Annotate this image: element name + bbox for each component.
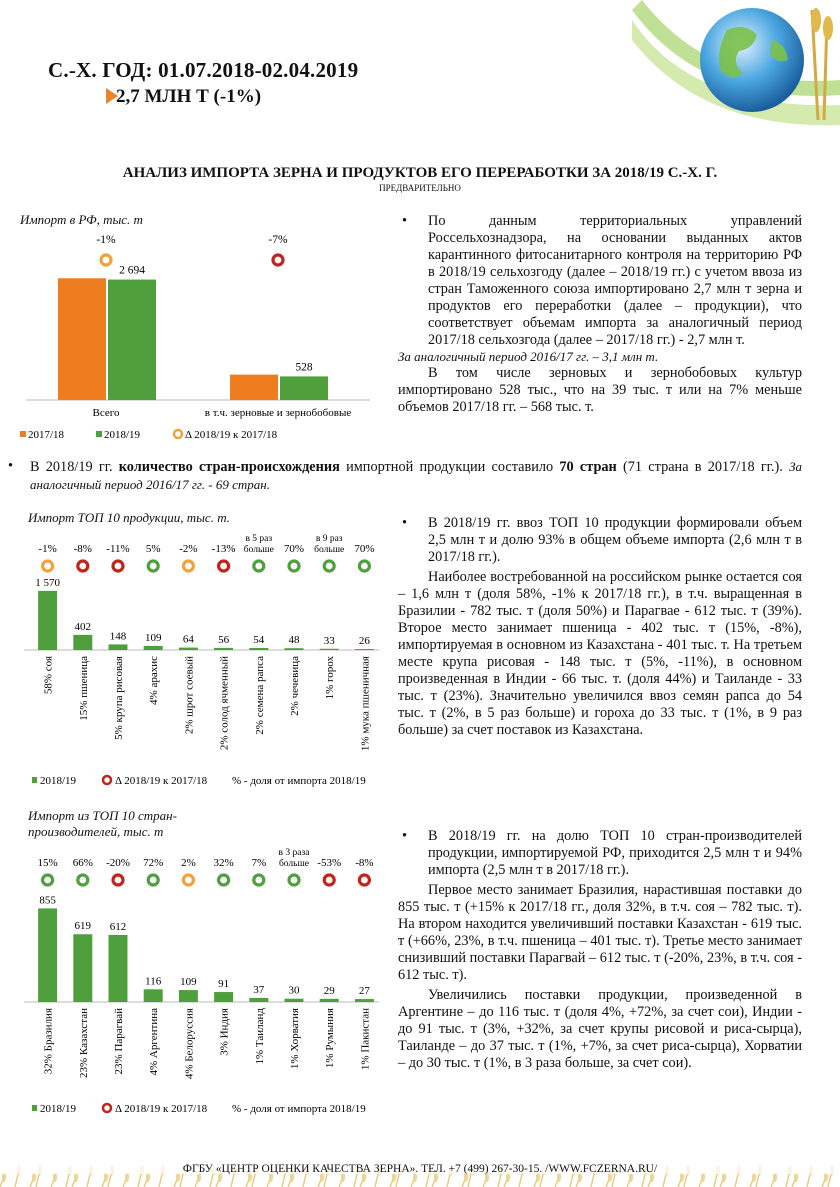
chart3-bar — [179, 990, 198, 1002]
chart2-delta-marker — [78, 561, 88, 571]
paragraph-1: • По данным территориальных управлений Россельхознадзора, на основании выданных актов карантинного фитосанитарного контроля на территорию РФ в 2018/19 сельхозгоду (далее – 2018/19 гг.) с учетом ввоза из стран Таможенного союза импортировано 2,7 млн т зерна и продуктов его переработки (далее – продукции), что соответствует объемам импорта за аналогичный период 2017/18 сельхозгода (далее – 2017/18 гг.) - 2,7 млн т. — [398, 213, 802, 349]
chart3-delta-marker — [43, 875, 53, 885]
chart3-category-label: 1% Хорватия — [289, 1008, 301, 1070]
chart3-delta-label: -53% — [317, 857, 342, 869]
chart2-delta-label: больше — [243, 545, 274, 555]
chart3-legend-label: 2018/19 — [40, 1103, 77, 1115]
chart1-title: Импорт в РФ, тыс. т — [20, 212, 143, 227]
chart3-delta-label: -8% — [355, 857, 374, 869]
chart3-category-label: 4% Белоруссия — [183, 1008, 196, 1080]
chart1-bar-2017 — [230, 375, 278, 400]
chart2-delta-label: 5% — [145, 543, 161, 555]
chart2-bar — [249, 648, 268, 650]
chart3-category-label: 3% Индия — [218, 1008, 231, 1056]
chart2-data-label: 33 — [323, 634, 335, 647]
paragraph-3: • В 2018/19 гг. количество стран-происхождения импортной продукции составило 70 стран (71 страна в 2017/18 гг.). За аналогичный период 2016/17 гг. - 69 стран. — [8, 458, 802, 492]
chart2-category-label: 1% мука пшеничная — [359, 656, 372, 752]
paragraph-4: • В 2018/19 гг. ввоз ТОП 10 продукции формировали объем 2,5 млн т и долю 93% в общем объеме импорта (2,6 млн т в 2017/18 гг.). — [398, 515, 802, 566]
chart3-data-label: 116 — [145, 975, 162, 988]
chart3-category-label: 23% Казахстан — [77, 1008, 90, 1078]
legend-label-delta: Δ 2018/19 к 2017/18 — [185, 429, 278, 441]
chart2-delta-label: -11% — [106, 543, 130, 555]
chart3-delta-marker — [148, 875, 158, 885]
chart3-data-label: 855 — [39, 894, 56, 907]
chart3-bar — [214, 992, 233, 1002]
chart2-delta-label: -8% — [73, 543, 92, 555]
chart1-delta-marker — [273, 255, 283, 265]
chart2-bar — [214, 648, 233, 650]
chart3-legend-swatch — [32, 1105, 37, 1111]
chart2-bar — [179, 648, 198, 650]
paragraph-2: В том числе зерновых и зернобобовых культур импортировано 528 тыс., что на 39 тыс. т или на 7% меньше объемов 2017/18 гг. – 568 тыс. т. — [398, 365, 802, 415]
chart3-data-label: 612 — [109, 921, 127, 934]
chart3-delta-marker — [289, 875, 299, 885]
chart3-category-label: 1% Румыния — [324, 1008, 337, 1069]
chart3-category-label: 1% Пакистан — [359, 1008, 372, 1071]
paragraph-7: Первое место занимает Бразилия, нарастившая поставки до 855 тыс. т (+15% к 2017/18 гг., доля 32%, в т.ч. соя – 782 тыс. т). На втором находится увеличивший поставки Казахстан - 619 тыс. т (+66%, 23%, в т.ч. пшеница – 401 тыс. т). Третье место занимает снизивший поставки Парагвай – 612 тыс. т (-20%, 23%, в т.ч. соя - 612 тыс. т). — [398, 882, 802, 983]
chart2-category-label: 2% чечевица — [289, 656, 301, 716]
chart2-category-label: 2% семена рапса — [253, 656, 266, 735]
chart3-legend-share: % - доля от импорта 2018/19 — [232, 1103, 366, 1115]
chart2-category-label: 2% шрот соевый — [183, 656, 196, 735]
chart3-data-label: 37 — [253, 983, 265, 996]
chart3-title: Импорт из ТОП 10 стран-производителей, тыс. т — [28, 808, 177, 839]
chart2-data-label: 48 — [288, 634, 300, 647]
chart2-delta-label: -1% — [38, 543, 57, 555]
chart3-data-label: 619 — [74, 920, 92, 933]
import-total-subtitle: 2,7 МЛН Т (-1%) — [116, 86, 262, 107]
chart2-delta-label: -2% — [179, 543, 198, 555]
chart2-data-label: 26 — [358, 635, 370, 648]
chart2-data-label: 109 — [144, 631, 162, 644]
section-title: АНАЛИЗ ИМПОРТА ЗЕРНА И ПРОДУКТОВ ЕГО ПЕРЕРАБОТКИ ЗА 2018/19 С.-Х. Г. — [122, 165, 718, 181]
top10-countries-chart — [14, 840, 384, 1120]
chart1-delta-label: -1% — [96, 234, 116, 246]
report-period-title: С.-Х. ГОД: 01.07.2018-02.04.2019 — [48, 58, 359, 82]
paragraph-6: • В 2018/19 гг. на долю ТОП 10 стран-производителей продукции, импортируемой РФ, приходится 2,5 млн т и 94% импорта (2,5 млн т в 2017/18 гг.). — [398, 828, 802, 879]
chart3-bar — [249, 998, 268, 1002]
chart2-delta-label: 70% — [283, 543, 305, 555]
section-note: ПРЕДВАРИТЕЛЬНО — [379, 183, 461, 193]
chart1-data-label: 2 694 — [119, 264, 145, 277]
chart1-bar-2018 — [108, 280, 156, 400]
legend-delta-marker — [174, 430, 182, 438]
chart3-category-label: 32% Бразилия — [42, 1008, 55, 1075]
chart2-delta-label: 70% — [354, 543, 375, 555]
chart2-delta-marker — [359, 561, 369, 571]
paragraph-8: Увеличились поставки продукции, произведенной в Аргентине – до 116 тыс. т (доля 4%, +72%, за счет сои), Индии - до 91 тыс. т (3%, +32%, за счет крупы рисовой и риса-сырца), Таиланде – до 37 тыс. т (1%, +7%, за счет риса-сырца), Хорватии – до 30 тыс. т (1%, в 3 раза больше, за счет сои). — [398, 987, 802, 1071]
paragraph-1-italic: За аналогичный период 2016/17 гг. – 3,1 млн т. — [398, 349, 659, 364]
chart3-delta-label: в 3 раза — [278, 848, 310, 858]
chart3-data-label: 30 — [288, 984, 300, 997]
chart1-delta-marker — [101, 255, 111, 265]
chart3-data-label: 109 — [180, 976, 197, 989]
legend-swatch-2018 — [96, 431, 102, 437]
chart3-delta-label: 2% — [181, 857, 196, 869]
chart1-delta-label: -7% — [268, 234, 288, 246]
chart3-data-label: 29 — [323, 984, 335, 997]
chart3-bar — [355, 999, 374, 1002]
legend-swatch-2017 — [20, 431, 26, 437]
chart3-bar — [320, 999, 339, 1002]
chart2-delta-marker — [183, 561, 193, 571]
chart3-category-label: 23% Парагвай — [113, 1008, 125, 1075]
chart2-category-label: 58% соя — [42, 656, 55, 695]
text-block-1 — [398, 213, 802, 416]
legend-label-2017: 2017/18 — [28, 429, 65, 441]
chart2-bar — [38, 591, 57, 650]
chart2-legend-marker — [103, 776, 111, 784]
chart3-delta-marker — [324, 875, 334, 885]
chart3-legend-delta: Δ 2018/19 к 2017/18 — [115, 1103, 208, 1115]
chart3-data-label: 91 — [218, 978, 230, 991]
chart3-delta-label: 7% — [251, 857, 267, 869]
chart2-legend-label: 2018/19 — [40, 775, 77, 787]
chart2-delta-marker — [324, 561, 334, 571]
chart2-title: Импорт ТОП 10 продукции, тыс. т. — [28, 510, 231, 525]
import-total-chart — [18, 228, 378, 450]
chart2-category-label: 15% пшеница — [77, 656, 90, 721]
chart2-bar — [73, 635, 92, 650]
chart3-delta-label: -20% — [106, 857, 130, 869]
chart3-legend-marker — [103, 1104, 111, 1112]
chart1-data-label: 528 — [295, 361, 313, 374]
chart3-delta-marker — [113, 875, 123, 885]
chart3-bar — [144, 989, 163, 1002]
top10-products-chart — [14, 526, 384, 796]
chart2-category-label: 2% солод ячменный — [218, 656, 231, 751]
text-block-2 — [398, 515, 802, 739]
chart2-data-label: 54 — [253, 633, 265, 646]
chart3-delta-label: 66% — [72, 857, 93, 869]
chart2-data-label: 64 — [182, 633, 194, 646]
chart3-category-label: 4% Аргентина — [148, 1008, 161, 1076]
chart3-delta-label: 72% — [143, 857, 164, 869]
chart2-delta-marker — [289, 561, 299, 571]
legend-label-2018: 2018/19 — [104, 429, 141, 441]
chart3-delta-marker — [359, 875, 369, 885]
chart3-delta-marker — [254, 875, 264, 885]
chart1-bar-2018 — [280, 376, 328, 400]
chart2-delta-label: -13% — [211, 543, 236, 555]
chart2-data-label: 1 570 — [35, 576, 60, 589]
chart2-category-label: 5% крупа рисовая — [113, 656, 125, 740]
chart3-delta-label: 32% — [213, 857, 234, 869]
paragraph-5: Наиболее востребованной на российском рынке остается соя – 1,6 млн т (доля 58%, -1% к 2017/18 гг.), в т.ч. выращенная в Бразилии - 782 тыс. т (доля 50%) и Парагвае - 612 тыс. т (39%). Второе место занимает пшеница - 402 тыс. т (15%, -8%), импортируемая в основном из Казахстана - 401 тыс. т. На третьем месте крупа рисовая - 148 тыс. т (5%, -11%), в основном произведенная в Индии - 66 тыс. т. (доля 44%) и Таиланде - 33 тыс. т (23%). Значительно увеличился ввоз семян рапса до 54 тыс. т (2%, в 5 раз больше) и гороха до 33 тыс. т (1%, в 9 раз больше) за счет поставок из Казахстана. — [398, 569, 802, 738]
chart2-data-label: 402 — [74, 620, 92, 633]
text-block-3 — [398, 828, 802, 1072]
chart2-delta-marker — [254, 561, 264, 571]
chart1-category-label: в т.ч. зерновые и зернобобовые — [204, 407, 352, 419]
chart3-delta-label: 15% — [37, 857, 58, 869]
chart2-delta-marker — [43, 561, 53, 571]
chart3-category-label: 1% Таиланд — [253, 1008, 266, 1065]
chart2-data-label: 56 — [218, 633, 230, 646]
chart2-bar — [144, 646, 163, 650]
chart3-data-label: 27 — [358, 985, 370, 998]
chart2-delta-marker — [113, 561, 123, 571]
chart3-bar — [38, 908, 57, 1002]
globe-logo — [632, 0, 840, 140]
chart1-category-label: Всего — [92, 407, 120, 419]
chart2-category-label: 4% арахис — [148, 656, 161, 705]
chart2-delta-label: больше — [314, 545, 345, 555]
chart3-delta-marker — [219, 875, 229, 885]
chart2-bar — [355, 649, 374, 650]
chart2-delta-marker — [148, 561, 158, 571]
chart1-bar-2017 — [58, 278, 106, 400]
footer-text: ФГБУ «ЦЕНТР ОЦЕНКИ КАЧЕСТВА ЗЕРНА». ТЕЛ. +7 (499) 267-30-15. /WWW.FCZERNA.RU/ — [182, 1163, 658, 1175]
chart3-bar — [109, 935, 128, 1002]
chart2-bar — [320, 649, 339, 650]
chart3-delta-label: больше — [278, 859, 310, 869]
chart3-bar — [73, 934, 92, 1002]
chart2-bar — [109, 644, 128, 650]
chart2-delta-label: в 9 раз — [315, 534, 343, 544]
chart3-delta-marker — [183, 875, 193, 885]
chart2-legend-delta: Δ 2018/19 к 2017/18 — [115, 775, 208, 787]
chart2-legend-share: % - доля от импорта 2018/19 — [232, 775, 366, 787]
chart2-data-label: 148 — [109, 630, 127, 643]
chart3-bar — [285, 999, 304, 1002]
chart2-bar — [285, 648, 304, 650]
chart2-category-label: 1% горох — [324, 656, 337, 700]
chart3-delta-marker — [78, 875, 88, 885]
chart2-delta-marker — [219, 561, 229, 571]
chart2-legend-swatch — [32, 777, 37, 783]
chart2-delta-label: в 5 раз — [245, 534, 273, 544]
